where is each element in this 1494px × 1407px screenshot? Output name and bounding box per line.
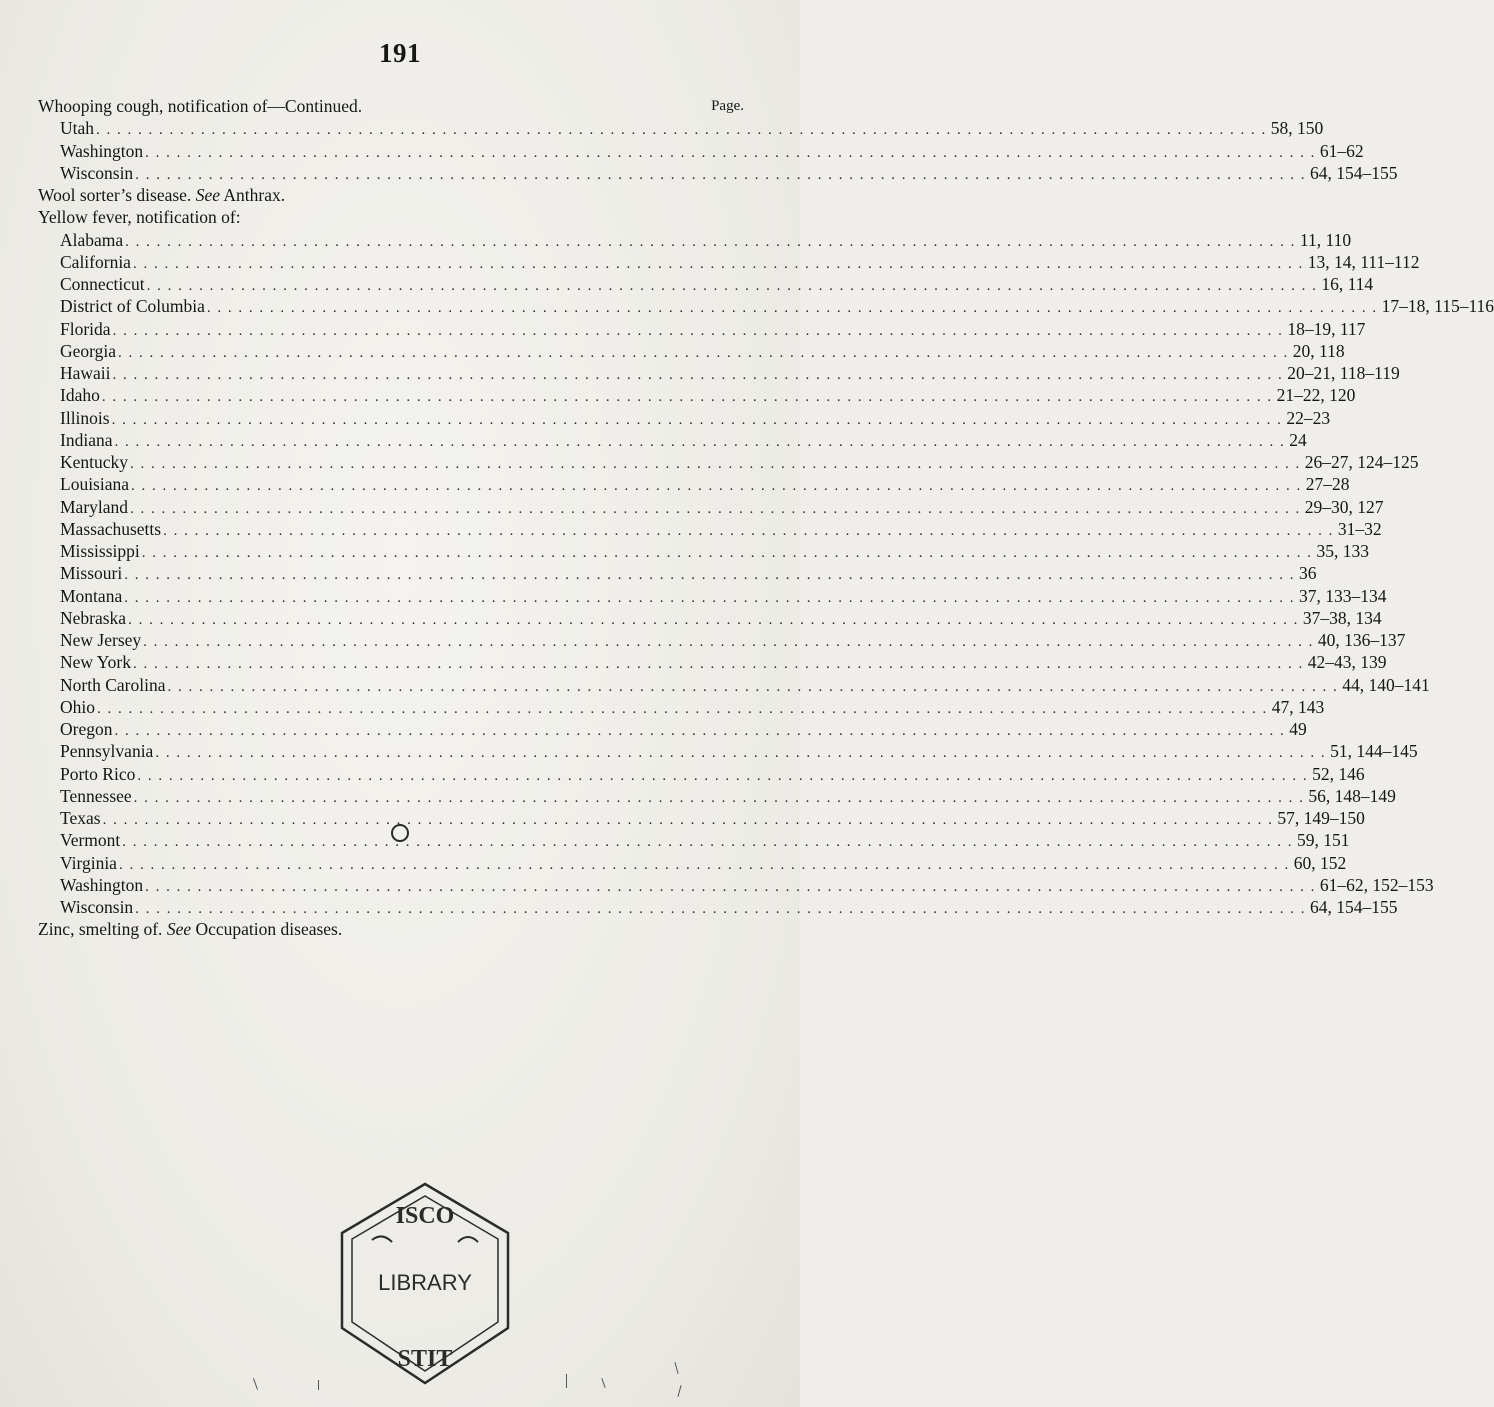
entry-pages: 11, 110	[1299, 229, 1352, 250]
entry-name: Nebraska	[60, 607, 127, 628]
index-entry	[38, 874, 1434, 896]
index-heading	[38, 184, 744, 206]
dot-leader: . . . . . . . . . . . . . . . . . . . . . . . . . . . . . . . . . . . . . . . . . . . . . . . . . . . . . . . . . . . . . . . . . . . . . . . . . . . . . . . . . . . . . . . . . . . . . . . . . . . . . . . . . . . . . . . .	[132, 255, 1304, 272]
dot-leader: . . . . . . . . . . . . . . . . . . . . . . . . . . . . . . . . . . . . . . . . . . . . . . . . . . . . . . . . . . . . . . . . . . . . . . . . . . . . . . . . . . . . . . . . . . . . . . . . . . . . . . . . . . . . . . . .	[114, 723, 1286, 739]
entry-pages: 57, 149–150	[1277, 808, 1365, 828]
index-heading-text: Whooping cough, notification of—Continued.	[38, 96, 363, 116]
page-number: 191	[379, 38, 421, 68]
dot-leader: . . . . . . . . . . . . . . . . . . . . . . . . . . . . . . . . . . . . . . . . . . . . . . . . . . . . . . . . . . . . . . . . . . . . . . . . . . . . . . . . . . . . . . . . . . . . . . . . . . . . . . . . . . . . . . . .	[137, 767, 1309, 784]
stamp-right-flourish	[458, 1237, 478, 1242]
dot-leader: . . . . . . . . . . . . . . . . . . . . . . . . . . . . . . . . . . . . . . . . . . . . . . . . . . . . . . . . . . . . . . . . . . . . . . . . . . . . . . . . . . . . . . . . . . . . . . . . . . . . . . . . . . . . . . . .	[124, 567, 1295, 584]
scan-mark	[318, 1380, 319, 1390]
index-entry	[38, 696, 1325, 718]
entry-pages: 13, 14, 111–112	[1307, 251, 1420, 272]
entry-pages: 22–23	[1286, 407, 1331, 428]
index-entry	[38, 429, 1307, 451]
entry-name: Texas	[60, 808, 101, 828]
dot-leader: . . . . . . . . . . . . . . . . . . . . . . . . . . . . . . . . . . . . . . . . . . . . . . . . . . . . . . . . . . . . . . . . . . . . . . . . . . . . . . . . . . . . . . . . . . . . . . . . . . . . . . . . . . . . . . . .	[135, 166, 1306, 183]
entry-pages: 44, 140–141	[1342, 674, 1430, 695]
index-heading	[38, 95, 744, 117]
index-entry	[38, 117, 1324, 139]
index-entry	[38, 384, 1356, 406]
index-entry	[38, 407, 1331, 429]
entry-pages: 52, 146	[1312, 763, 1365, 784]
dot-leader: . . . . . . . . . . . . . . . . . . . . . . . . . . . . . . . . . . . . . . . . . . . . . . . . . . . . . . . . . . . . . . . . . . . . . . . . . . . . . . . . . . . . . . . . . . . . . . . . . . . . . . . . . . . . . . . .	[101, 389, 1273, 406]
index-entry	[38, 140, 1364, 162]
heading-text-part: Zinc, smelting of.	[38, 919, 167, 940]
dot-leader: . . . . . . . . . . . . . . . . . . . . . . . . . . . . . . . . . . . . . . . . . . . . . . . . . . . . . . . . . . . . . . . . . . . . . . . . . . . . . . . . . . . . . . . . . . . . . . . . . . . . . . . . . . . . . . . .	[118, 856, 1290, 873]
entry-name: Washington	[60, 874, 144, 895]
entry-name: Georgia	[60, 340, 117, 361]
entry-pages: 36	[1298, 563, 1317, 584]
index-entry	[38, 362, 1400, 384]
dot-leader: . . . . . . . . . . . . . . . . . . . . . . . . . . . . . . . . . . . . . . . . . . . . . . . . . . . . . . . . . . . . . . . . . . . . . . . . . . . . . . . . . . . . . . . . . . . . . . . . . . . . . . . . . . . . . . . .	[122, 834, 1294, 851]
entry-name: California	[60, 251, 131, 272]
index-entry	[38, 651, 1387, 673]
entry-name: Kentucky	[60, 452, 129, 472]
entry-pages: 64, 154–155	[1309, 897, 1398, 917]
entry-pages: 60, 152	[1293, 852, 1347, 873]
dot-leader: . . . . . . . . . . . . . . . . . . . . . . . . . . . . . . . . . . . . . . . . . . . . . . . . . . . . . . . . . . . . . . . . . . . . . . . . . . . . . . . . . . . . . . . . . . . . . . . . . . . . . . . . . . . . . . . .	[163, 522, 1334, 539]
index-entry	[38, 162, 1398, 184]
entry-pages: 61–62	[1319, 140, 1364, 161]
entry-pages: 49	[1289, 719, 1307, 739]
dot-leader: . . . . . . . . . . . . . . . . . . . . . . . . . . . . . . . . . . . . . . . . . . . . . . . . . . . . . . . . . . . . . . . . . . . . . . . . . . . . . . . . . . . . . . . . . . . . . . . . . . . . . . . . . . . . . . . .	[143, 634, 1314, 650]
entry-name: Illinois	[60, 407, 110, 428]
scan-mark	[601, 1378, 605, 1388]
heading-text-part: Occupation diseases.	[191, 919, 343, 940]
library-stamp	[332, 1178, 518, 1390]
entry-pages: 56, 148–149	[1308, 785, 1396, 806]
scan-mark	[253, 1378, 258, 1390]
dot-leader: . . . . . . . . . . . . . . . . . . . . . . . . . . . . . . . . . . . . . . . . . . . . . . . . . . . . . . . . . . . . . . . . . . . . . . . . . . . . . . . . . . . . . . . . . . . . . . . . . . . . . . . . . . . . . . . .	[128, 611, 1299, 628]
stamp-top-text: ISCO	[395, 1203, 455, 1229]
dot-leader: . . . . . . . . . . . . . . . . . . . . . . . . . . . . . . . . . . . . . . . . . . . . . . . . . . . . . . . . . . . . . . . . . . . . . . . . . . . . . . . . . . . . . . . . . . . . . . . . . . . . . . . . . . . . . . . .	[96, 122, 1267, 139]
entry-name: Hawaii	[60, 363, 111, 383]
index-entry	[38, 451, 1419, 473]
entry-pages: 61–62, 152–153	[1319, 874, 1434, 895]
entry-pages: 40, 136–137	[1317, 630, 1406, 650]
see-reference: See	[195, 185, 220, 205]
index-entry	[38, 852, 1347, 874]
dot-leader: . . . . . . . . . . . . . . . . . . . . . . . . . . . . . . . . . . . . . . . . . . . . . . . . . . . . . . . . . . . . . . . . . . . . . . . . . . . . . . . . . . . . . . . . . . . . . . . . . . . . . . . . . . . . . . . .	[118, 344, 1289, 361]
dot-leader: . . . . . . . . . . . . . . . . . . . . . . . . . . . . . . . . . . . . . . . . . . . . . . . . . . . . . . . . . . . . . . . . . . . . . . . . . . . . . . . . . . . . . . . . . . . . . . . . . . . . . . . . . . . . . . . .	[135, 901, 1306, 917]
index-entry	[38, 896, 1398, 918]
index-list	[38, 95, 1494, 941]
dot-leader: . . . . . . . . . . . . . . . . . . . . . . . . . . . . . . . . . . . . . . . . . . . . . . . . . . . . . . . . . . . . . . . . . . . . . . . . . . . . . . . . . . . . . . . . . . . . . . . . . . . . . . . . . . . . . . . .	[111, 411, 1283, 428]
heading-text-part: Yellow fever, notification of:	[38, 207, 241, 228]
index-entry	[38, 318, 1366, 340]
dot-leader: . . . . . . . . . . . . . . . . . . . . . . . . . . . . . . . . . . . . . . . . . . . . . . . . . . . . . . . . . . . . . . . . . . . . . . . . . . . . . . . . . . . . . . . . . . . . . . . . . . . . . . . . . . . . . . . .	[145, 878, 1316, 895]
index-heading-text	[38, 184, 285, 206]
dot-leader: . . . . . . . . . . . . . . . . . . . . . . . . . . . . . . . . . . . . . . . . . . . . . . . . . . . . . . . . . . . . . . . . . . . . . . . . . . . . . . . . . . . . . . . . . . . . . . . . . . . . . . . . . . . . . . . .	[167, 678, 1339, 695]
entry-name: Montana	[60, 585, 123, 606]
entry-pages: 37–38, 134	[1302, 607, 1382, 628]
index-entry	[38, 518, 1382, 540]
index-entry	[38, 740, 1418, 762]
index-entry	[38, 807, 1365, 829]
entry-pages: 47, 143	[1271, 696, 1325, 717]
index-entry	[38, 763, 1365, 785]
entry-pages: 16, 114	[1321, 274, 1374, 294]
dot-leader: . . . . . . . . . . . . . . . . . . . . . . . . . . . . . . . . . . . . . . . . . . . . . . . . . . . . . . . . . . . . . . . . . . . . . . . . . . . . . . . . . . . . . . . . . . . . . . . . . . . . . . . . . . . . . . . .	[130, 456, 1301, 472]
index-heading-text	[38, 206, 241, 228]
entry-pages: 20–21, 118–119	[1287, 363, 1400, 383]
index-heading	[38, 918, 744, 940]
index-heading	[38, 206, 744, 228]
dot-leader: . . . . . . . . . . . . . . . . . . . . . . . . . . . . . . . . . . . . . . . . . . . . . . . . . . . . . . . . . . . . . . . . . . . . . . . . . . . . . . . . . . . . . . . . . . . . . . . . . . . . . . . . . . . . . . . .	[97, 700, 1268, 717]
entry-pages: 59, 151	[1297, 830, 1350, 851]
index-entry	[38, 496, 1384, 518]
entry-pages: 35, 133	[1316, 541, 1369, 561]
index-entry	[38, 674, 1430, 696]
index-entry	[38, 273, 1374, 295]
dot-leader: . . . . . . . . . . . . . . . . . . . . . . . . . . . . . . . . . . . . . . . . . . . . . . . . . . . . . . . . . . . . . . . . . . . . . . . . . . . . . . . . . . . . . . . . . . . . . . . . . . . . . . . . . . . . . . . .	[125, 233, 1296, 250]
dot-leader: . . . . . . . . . . . . . . . . . . . . . . . . . . . . . . . . . . . . . . . . . . . . . . . . . . . . . . . . . . . . . . . . . . . . . . . . . . . . . . . . . . . . . . . . . . . . . . . . . . . . . . . . . . . . . . . .	[132, 656, 1304, 673]
see-reference: See	[166, 919, 192, 940]
dot-leader: . . . . . . . . . . . . . . . . . . . . . . . . . . . . . . . . . . . . . . . . . . . . . . . . . . . . . . . . . . . . . . . . . . . . . . . . . . . . . . . . . . . . . . . . . . . . . . . . . . . . . . . . . . . . . . . .	[130, 500, 1301, 517]
dot-leader: . . . . . . . . . . . . . . . . . . . . . . . . . . . . . . . . . . . . . . . . . . . . . . . . . . . . . . . . . . . . . . . . . . . . . . . . . . . . . . . . . . . . . . . . . . . . . . . . . . . . . . . . . . . . . . . .	[114, 433, 1286, 450]
index-entry	[38, 295, 1494, 317]
dot-leader: . . . . . . . . . . . . . . . . . . . . . . . . . . . . . . . . . . . . . . . . . . . . . . . . . . . . . . . . . . . . . . . . . . . . . . . . . . . . . . . . . . . . . . . . . . . . . . . . . . . . . . . . . . . . . . . .	[131, 478, 1302, 495]
stamp-center-text: LIBRARY	[378, 1270, 472, 1295]
dot-leader: . . . . . . . . . . . . . . . . . . . . . . . . . . . . . . . . . . . . . . . . . . . . . . . . . . . . . . . . . . . . . . . . . . . . . . . . . . . . . . . . . . . . . . . . . . . . . . . . . . . . . . . . . . . . . . . .	[206, 300, 1378, 317]
entry-pages: 29–30, 127	[1304, 496, 1384, 517]
index-entry	[38, 585, 1387, 607]
entry-pages: 24	[1289, 429, 1307, 450]
entry-pages: 51, 144–145	[1330, 741, 1418, 762]
entry-name: District of Columbia	[60, 296, 205, 317]
scan-mark	[677, 1385, 681, 1397]
entry-name: Vermont	[60, 830, 121, 851]
dot-leader: . . . . . . . . . . . . . . . . . . . . . . . . . . . . . . . . . . . . . . . . . . . . . . . . . . . . . . . . . . . . . . . . . . . . . . . . . . . . . . . . . . . . . . . . . . . . . . . . . . . . . . . . . . . . . . . .	[146, 278, 1318, 294]
index-entry	[38, 607, 1382, 629]
entry-pages: 42–43, 139	[1307, 652, 1387, 673]
entry-name: Massachusetts	[60, 518, 162, 539]
index-entry	[38, 540, 1369, 562]
scan-mark	[566, 1374, 567, 1388]
index-entry	[38, 251, 1420, 273]
page-column-label: Page.	[711, 98, 744, 114]
dot-leader: . . . . . . . . . . . . . . . . . . . . . . . . . . . . . . . . . . . . . . . . . . . . . . . . . . . . . . . . . . . . . . . . . . . . . . . . . . . . . . . . . . . . . . . . . . . . . . . . . . . . . . . . . . . . . . . .	[133, 789, 1305, 806]
index-entry	[38, 718, 1307, 740]
entry-pages: 31–32	[1337, 518, 1382, 539]
entry-pages: 21–22, 120	[1276, 385, 1356, 406]
dot-leader: . . . . . . . . . . . . . . . . . . . . . . . . . . . . . . . . . . . . . . . . . . . . . . . . . . . . . . . . . . . . . . . . . . . . . . . . . . . . . . . . . . . . . . . . . . . . . . . . . . . . . . . . . . . . . . . .	[102, 812, 1274, 828]
index-entry	[38, 562, 1317, 584]
entry-pages: 27–28	[1305, 474, 1350, 495]
scan-mark	[674, 1362, 678, 1374]
entry-name: Oregon	[60, 719, 113, 739]
index-entry	[38, 629, 1406, 651]
entry-name: Idaho	[60, 385, 100, 406]
dot-leader: . . . . . . . . . . . . . . . . . . . . . . . . . . . . . . . . . . . . . . . . . . . . . . . . . . . . . . . . . . . . . . . . . . . . . . . . . . . . . . . . . . . . . . . . . . . . . . . . . . . . . . . . . . . . . . . .	[124, 589, 1295, 606]
entry-pages: 58, 150	[1270, 118, 1324, 139]
entry-name: New Jersey	[60, 630, 142, 650]
entry-name: Virginia	[60, 852, 117, 873]
entry-name: Wisconsin	[60, 162, 134, 183]
index-entry	[38, 473, 1350, 495]
entry-name: Louisiana	[60, 474, 130, 495]
dot-leader: . . . . . . . . . . . . . . . . . . . . . . . . . . . . . . . . . . . . . . . . . . . . . . . . . . . . . . . . . . . . . . . . . . . . . . . . . . . . . . . . . . . . . . . . . . . . . . . . . . . . . . . . . . . . . . . .	[145, 144, 1316, 161]
entry-name: Tennessee	[60, 785, 132, 806]
heading-text-part: Anthrax.	[219, 185, 286, 205]
dot-leader: . . . . . . . . . . . . . . . . . . . . . . . . . . . . . . . . . . . . . . . . . . . . . . . . . . . . . . . . . . . . . . . . . . . . . . . . . . . . . . . . . . . . . . . . . . . . . . . . . . . . . . . . . . . . . . . .	[112, 322, 1284, 339]
entry-name: Porto Rico	[60, 763, 136, 784]
stamp-bottom-text: STIT	[397, 1346, 453, 1372]
index-heading-text	[38, 918, 342, 940]
entry-name: Wisconsin	[60, 897, 134, 917]
entry-name: Ohio	[60, 696, 95, 717]
entry-name: Utah	[60, 118, 95, 139]
index-entry	[38, 785, 1396, 807]
entry-name: Indiana	[60, 429, 113, 450]
index-entry	[38, 340, 1345, 362]
entry-pages: 37, 133–134	[1298, 585, 1387, 606]
dot-leader: . . . . . . . . . . . . . . . . . . . . . . . . . . . . . . . . . . . . . . . . . . . . . . . . . . . . . . . . . . . . . . . . . . . . . . . . . . . . . . . . . . . . . . . . . . . . . . . . . . . . . . . . . . . . . . . .	[155, 745, 1327, 762]
entry-name: New York	[60, 652, 131, 673]
entry-name: Missouri	[60, 563, 123, 584]
entry-name: Washington	[60, 140, 144, 161]
dot-leader: . . . . . . . . . . . . . . . . . . . . . . . . . . . . . . . . . . . . . . . . . . . . . . . . . . . . . . . . . . . . . . . . . . . . . . . . . . . . . . . . . . . . . . . . . . . . . . . . . . . . . . . . . . . . . . . .	[112, 367, 1284, 383]
stamp-left-flourish	[372, 1236, 392, 1242]
entry-name: Maryland	[60, 496, 129, 517]
entry-name: Connecticut	[60, 274, 145, 294]
entry-name: Florida	[60, 318, 111, 339]
end-circle-mark	[391, 824, 409, 842]
entry-name: Alabama	[60, 229, 124, 250]
entry-pages: 26–27, 124–125	[1304, 452, 1419, 472]
entry-name: Pennsylvania	[60, 741, 154, 762]
index-entry	[38, 229, 1352, 251]
entry-pages: 20, 118	[1292, 340, 1345, 361]
dot-leader: . . . . . . . . . . . . . . . . . . . . . . . . . . . . . . . . . . . . . . . . . . . . . . . . . . . . . . . . . . . . . . . . . . . . . . . . . . . . . . . . . . . . . . . . . . . . . . . . . . . . . . . . . . . . . . . .	[141, 545, 1313, 561]
entry-pages: 17–18, 115–116	[1381, 296, 1494, 317]
entry-name: Mississippi	[60, 541, 140, 561]
entry-pages: 64, 154–155	[1309, 162, 1398, 183]
entry-name: North Carolina	[60, 674, 166, 695]
heading-text-part: Wool sorter’s disease.	[38, 185, 196, 205]
entry-pages: 18–19, 117	[1287, 318, 1366, 339]
